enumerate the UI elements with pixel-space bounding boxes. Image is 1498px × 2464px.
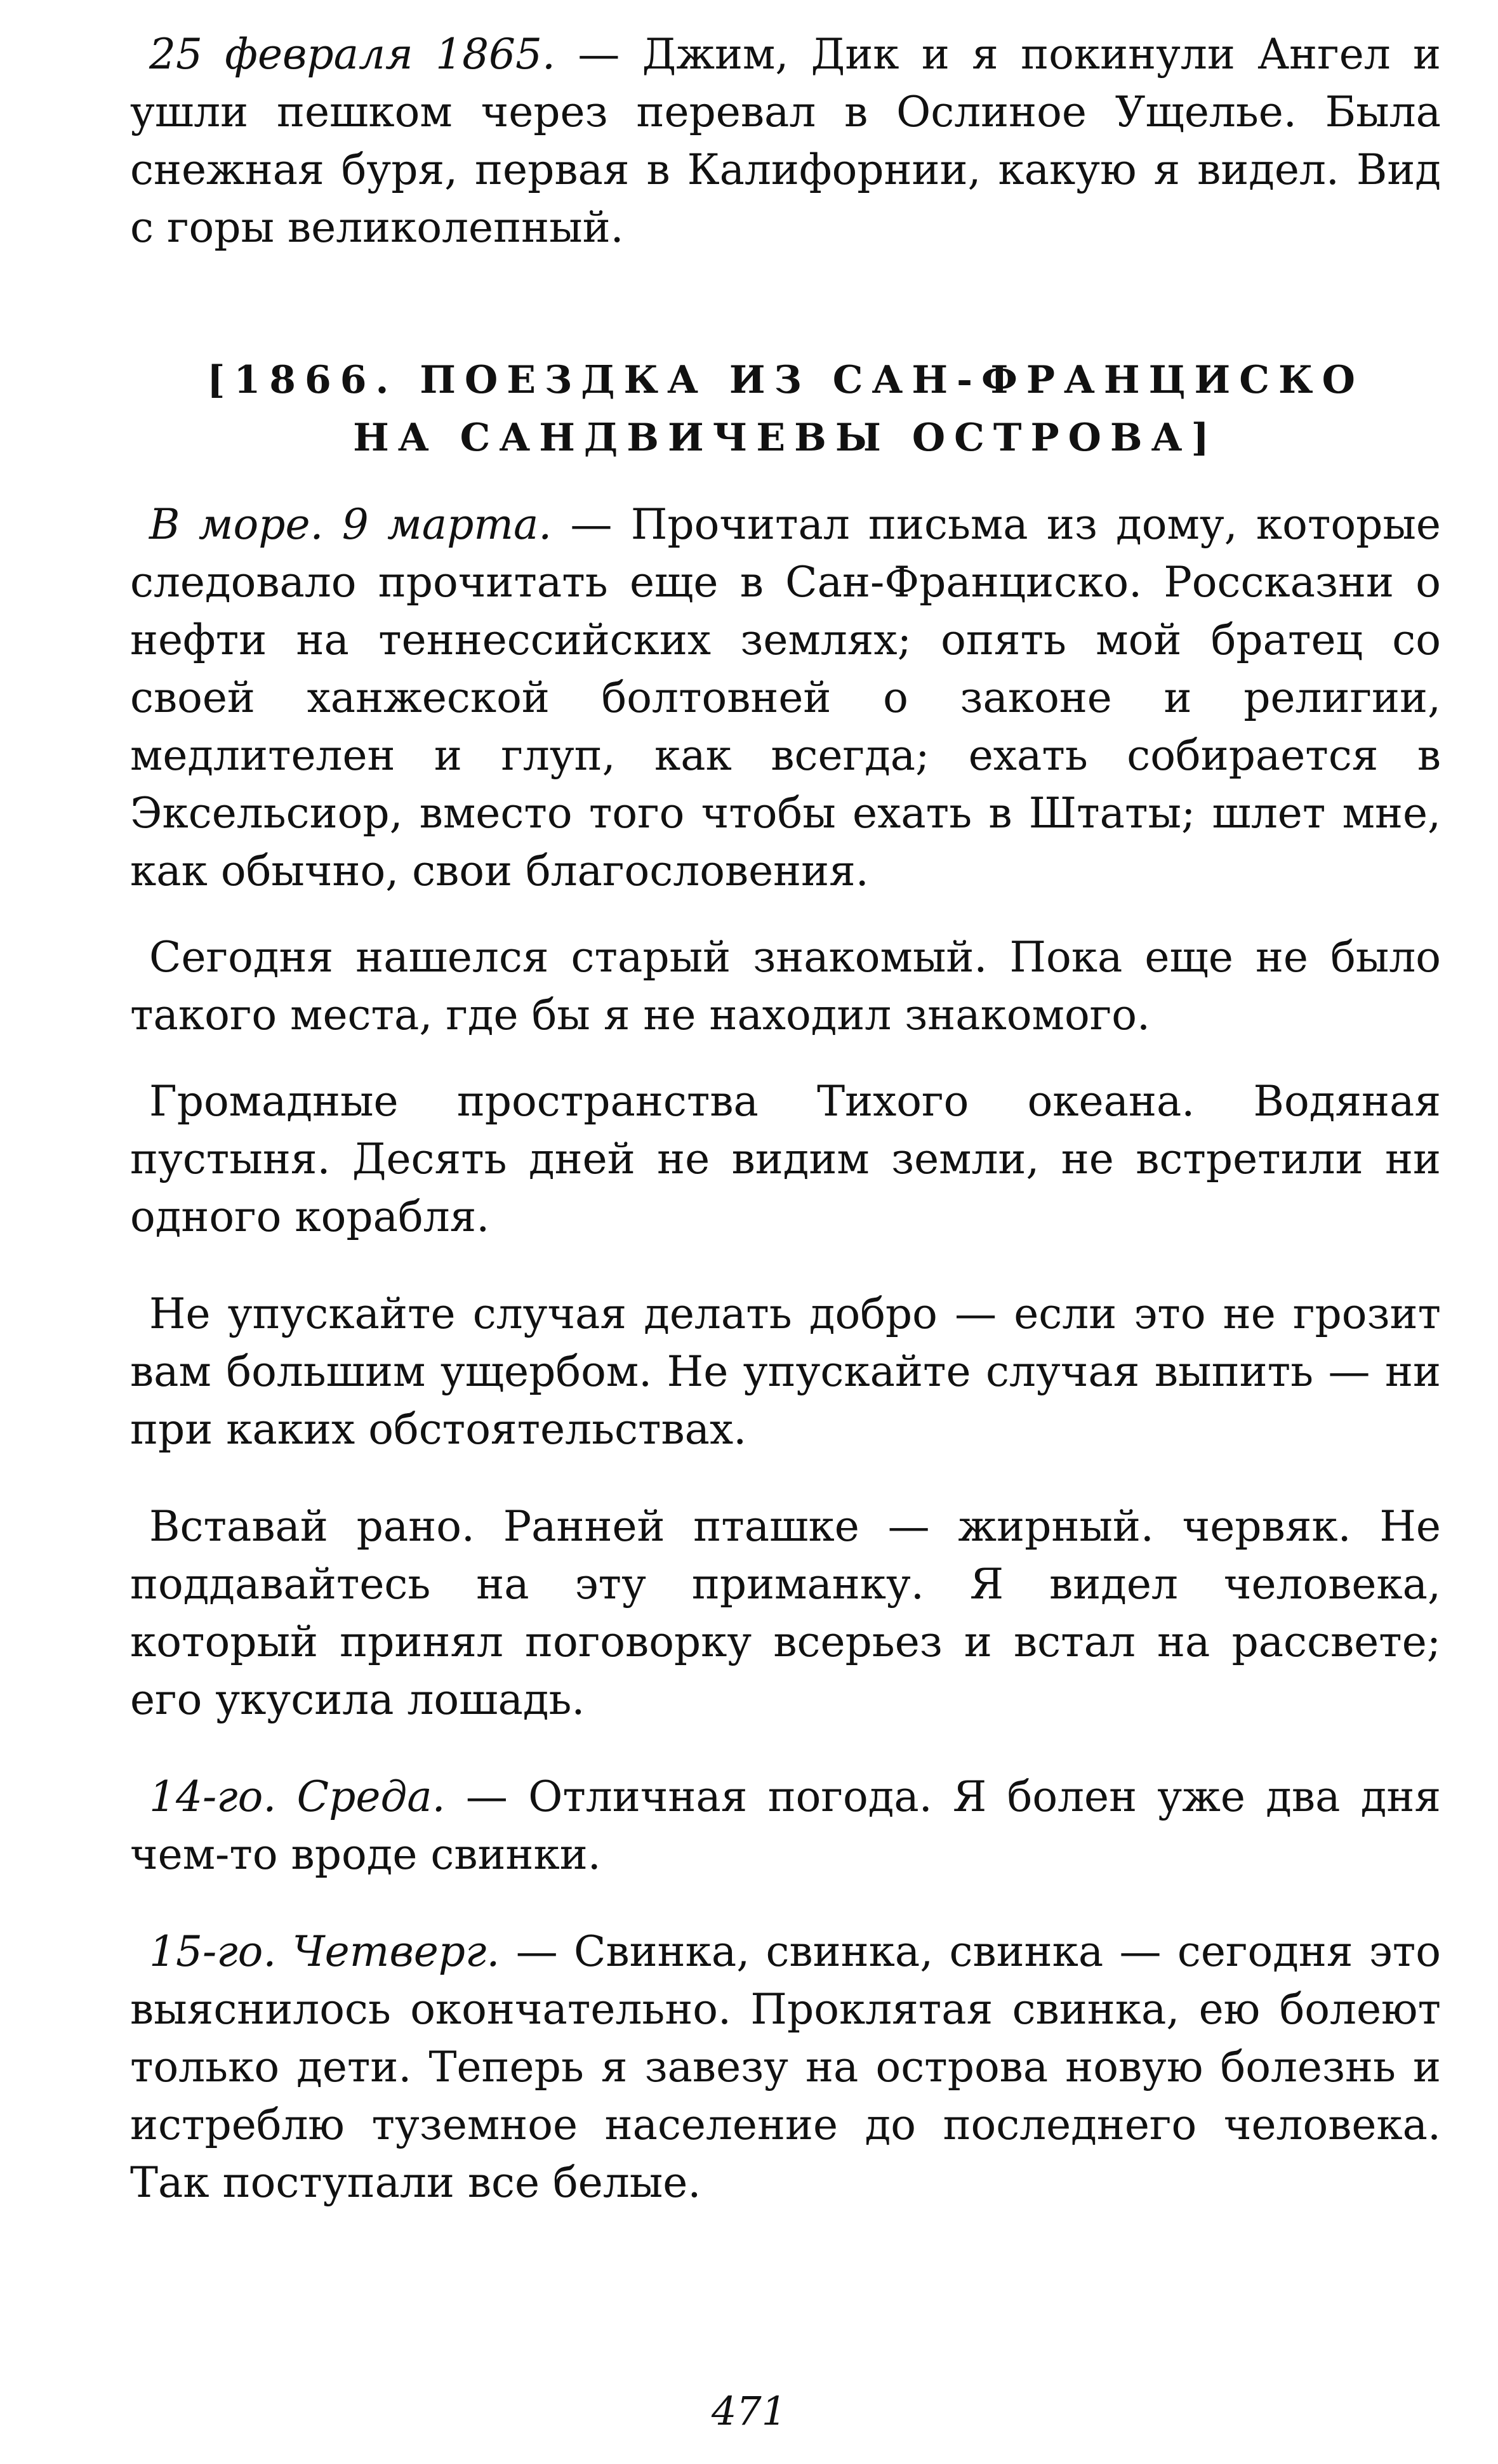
entry-text: — Отличная погода. Я болен уже два дня чем-то вроде свинки.: [130, 1772, 1441, 1879]
entry-date: 15-го. Четверг.: [149, 1927, 500, 1976]
entry-text: — Свинка, свинка, свинка — сегодня это выяснилось окончательно. Проклятая свинка, ею болеют только дети. Теперь я завезу на острова новую болезнь и истреблю туземное население до последнего человека. Так поступали все белые.: [130, 1927, 1441, 2207]
diary-entry-15th-thursday: [130, 1923, 1441, 2211]
section-heading-line-1: [1866. ПОЕЗДКА ИЗ САН-ФРАНЦИСКО: [207, 358, 1364, 402]
diary-entry-14th-wednesday: [130, 1768, 1441, 1883]
spacer: [130, 1458, 1441, 1498]
spacer: [130, 256, 1441, 352]
page-number: 471: [711, 2388, 787, 2434]
entry-date: 25 февраля 1865.: [149, 30, 556, 79]
spacer: [130, 467, 1441, 496]
entry-text: — Прочитал письма из дому, которые следовало прочитать еще в Сан-Франциско. Россказни о нефти на теннессийских землях; опять мой братец со своей ханжеской болтовней о законе и религии, медлителен и глуп, как всегда; ехать собирается в Эксельсиор, вместо того чтобы ехать в Штаты; шлет мне, как обычно, свои благословения.: [130, 500, 1441, 895]
entry-text: — Джим, Дик и я покинули Ангел и ушли пешком через перевал в Ослиное Ущелье. Была снежная буря, первая в Калифорнии, какую я видел. Вид с горы великолепный.: [130, 30, 1442, 252]
diary-entry-03-09: [130, 496, 1441, 900]
book-page: [130, 25, 1441, 2211]
diary-paragraph-do-good: Не упускайте случая делать добро — если это не грозит вам большим ущербом. Не упускайте случая выпить — ни при каких обстоятельствах.: [130, 1289, 1441, 1454]
section-heading-line-2: НА САНДВИЧЕВЫ ОСТРОВА]: [353, 416, 1218, 460]
entry-date: В море. 9 марта.: [149, 500, 552, 549]
diary-entry-1865-02-25: [130, 25, 1441, 256]
diary-paragraph-pacific-ocean: Громадные пространства Тихого океана. Водяная пустыня. Десять дней не видим земли, не встретили ни одного корабля.: [130, 1077, 1441, 1241]
spacer: [130, 1883, 1441, 1923]
diary-paragraph-old-acquaintance: Сегодня нашелся старый знакомый. Пока еще не было такого места, где бы я не находил знакомого.: [130, 933, 1441, 1039]
spacer: [130, 1729, 1441, 1768]
spacer: [130, 900, 1441, 928]
spacer: [130, 1044, 1441, 1072]
spacer: [130, 1246, 1441, 1285]
diary-paragraph-early-bird: Вставай рано. Ранней пташке — жирный. червяк. Не поддавайтесь на эту приманку. Я видел человека, который принял поговорку всерьез и встал на рассвете; его укусила лошадь.: [130, 1502, 1441, 1724]
entry-date: 14-го. Среда.: [149, 1772, 446, 1821]
section-heading: [130, 352, 1441, 467]
